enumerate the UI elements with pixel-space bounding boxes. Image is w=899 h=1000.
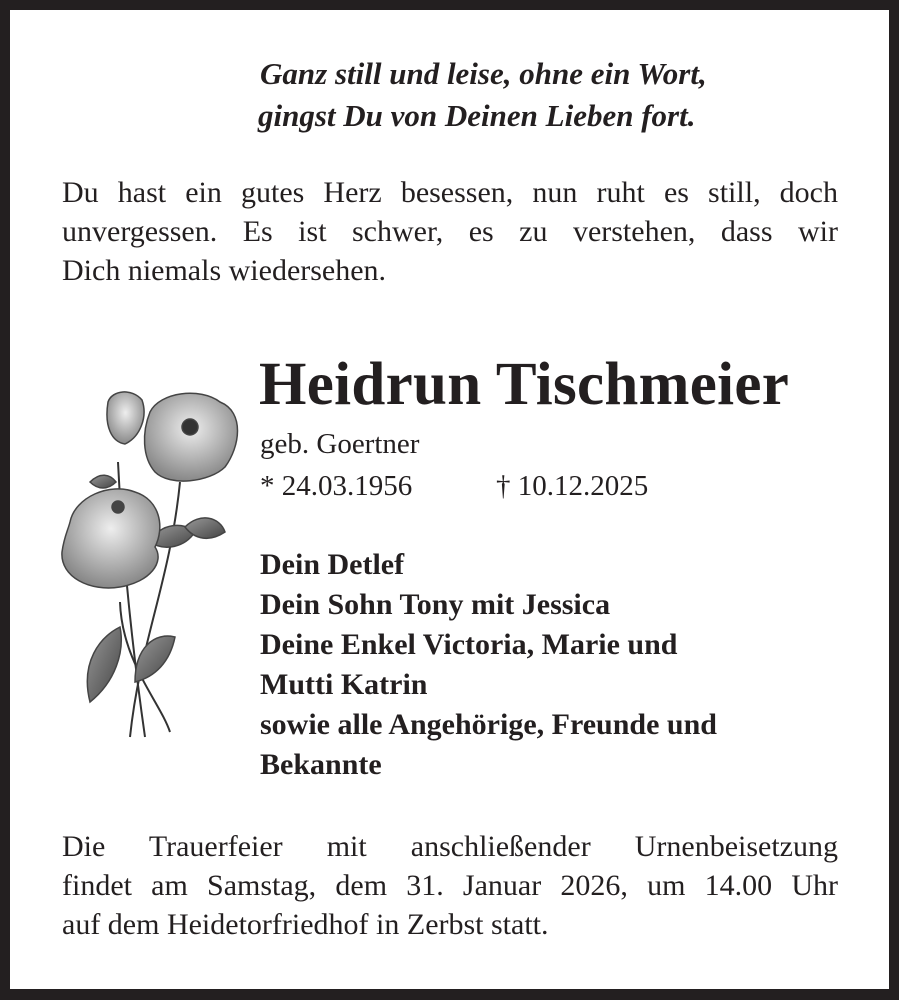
mourner-line: sowie alle Angehörige, Freunde und [260,708,717,741]
obituary-notice [10,10,889,989]
ceremony-line: Die Trauerfeier mit anschließender Urnenbeisetzung [62,830,838,863]
birth-date: * 24.03.1956 [260,470,413,502]
roses-illustration [50,382,250,742]
verse-line: Du hast ein gutes Herz besessen, nun ruht es still, doch [62,176,838,209]
deceased-name: Heidrun Tischmeier [259,351,790,418]
motto-line: Ganz still und leise, ohne ein Wort, [260,56,707,91]
verse-line: Dich niemals wiedersehen. [62,254,387,287]
mourner-line: Bekannte [260,748,382,781]
maiden-name: geb. Goertner [260,428,420,460]
mourner-line: Deine Enkel Victoria, Marie und [260,628,678,661]
ceremony-line: auf dem Heidetorfriedhof in Zerbst statt. [62,908,549,941]
mourner-line: Dein Sohn Tony mit Jessica [260,588,611,621]
mourner-line: Mutti Katrin [260,668,428,701]
mourner-line: Dein Detlef [260,548,405,581]
verse-line: unvergessen. Es ist schwer, es zu verstehen, dass wir [62,215,838,248]
motto-line: gingst Du von Deinen Lieben fort. [258,98,696,133]
death-date: † 10.12.2025 [496,470,649,502]
ceremony-line: findet am Samstag, dem 31. Januar 2026, um 14.00 Uhr [62,869,838,902]
